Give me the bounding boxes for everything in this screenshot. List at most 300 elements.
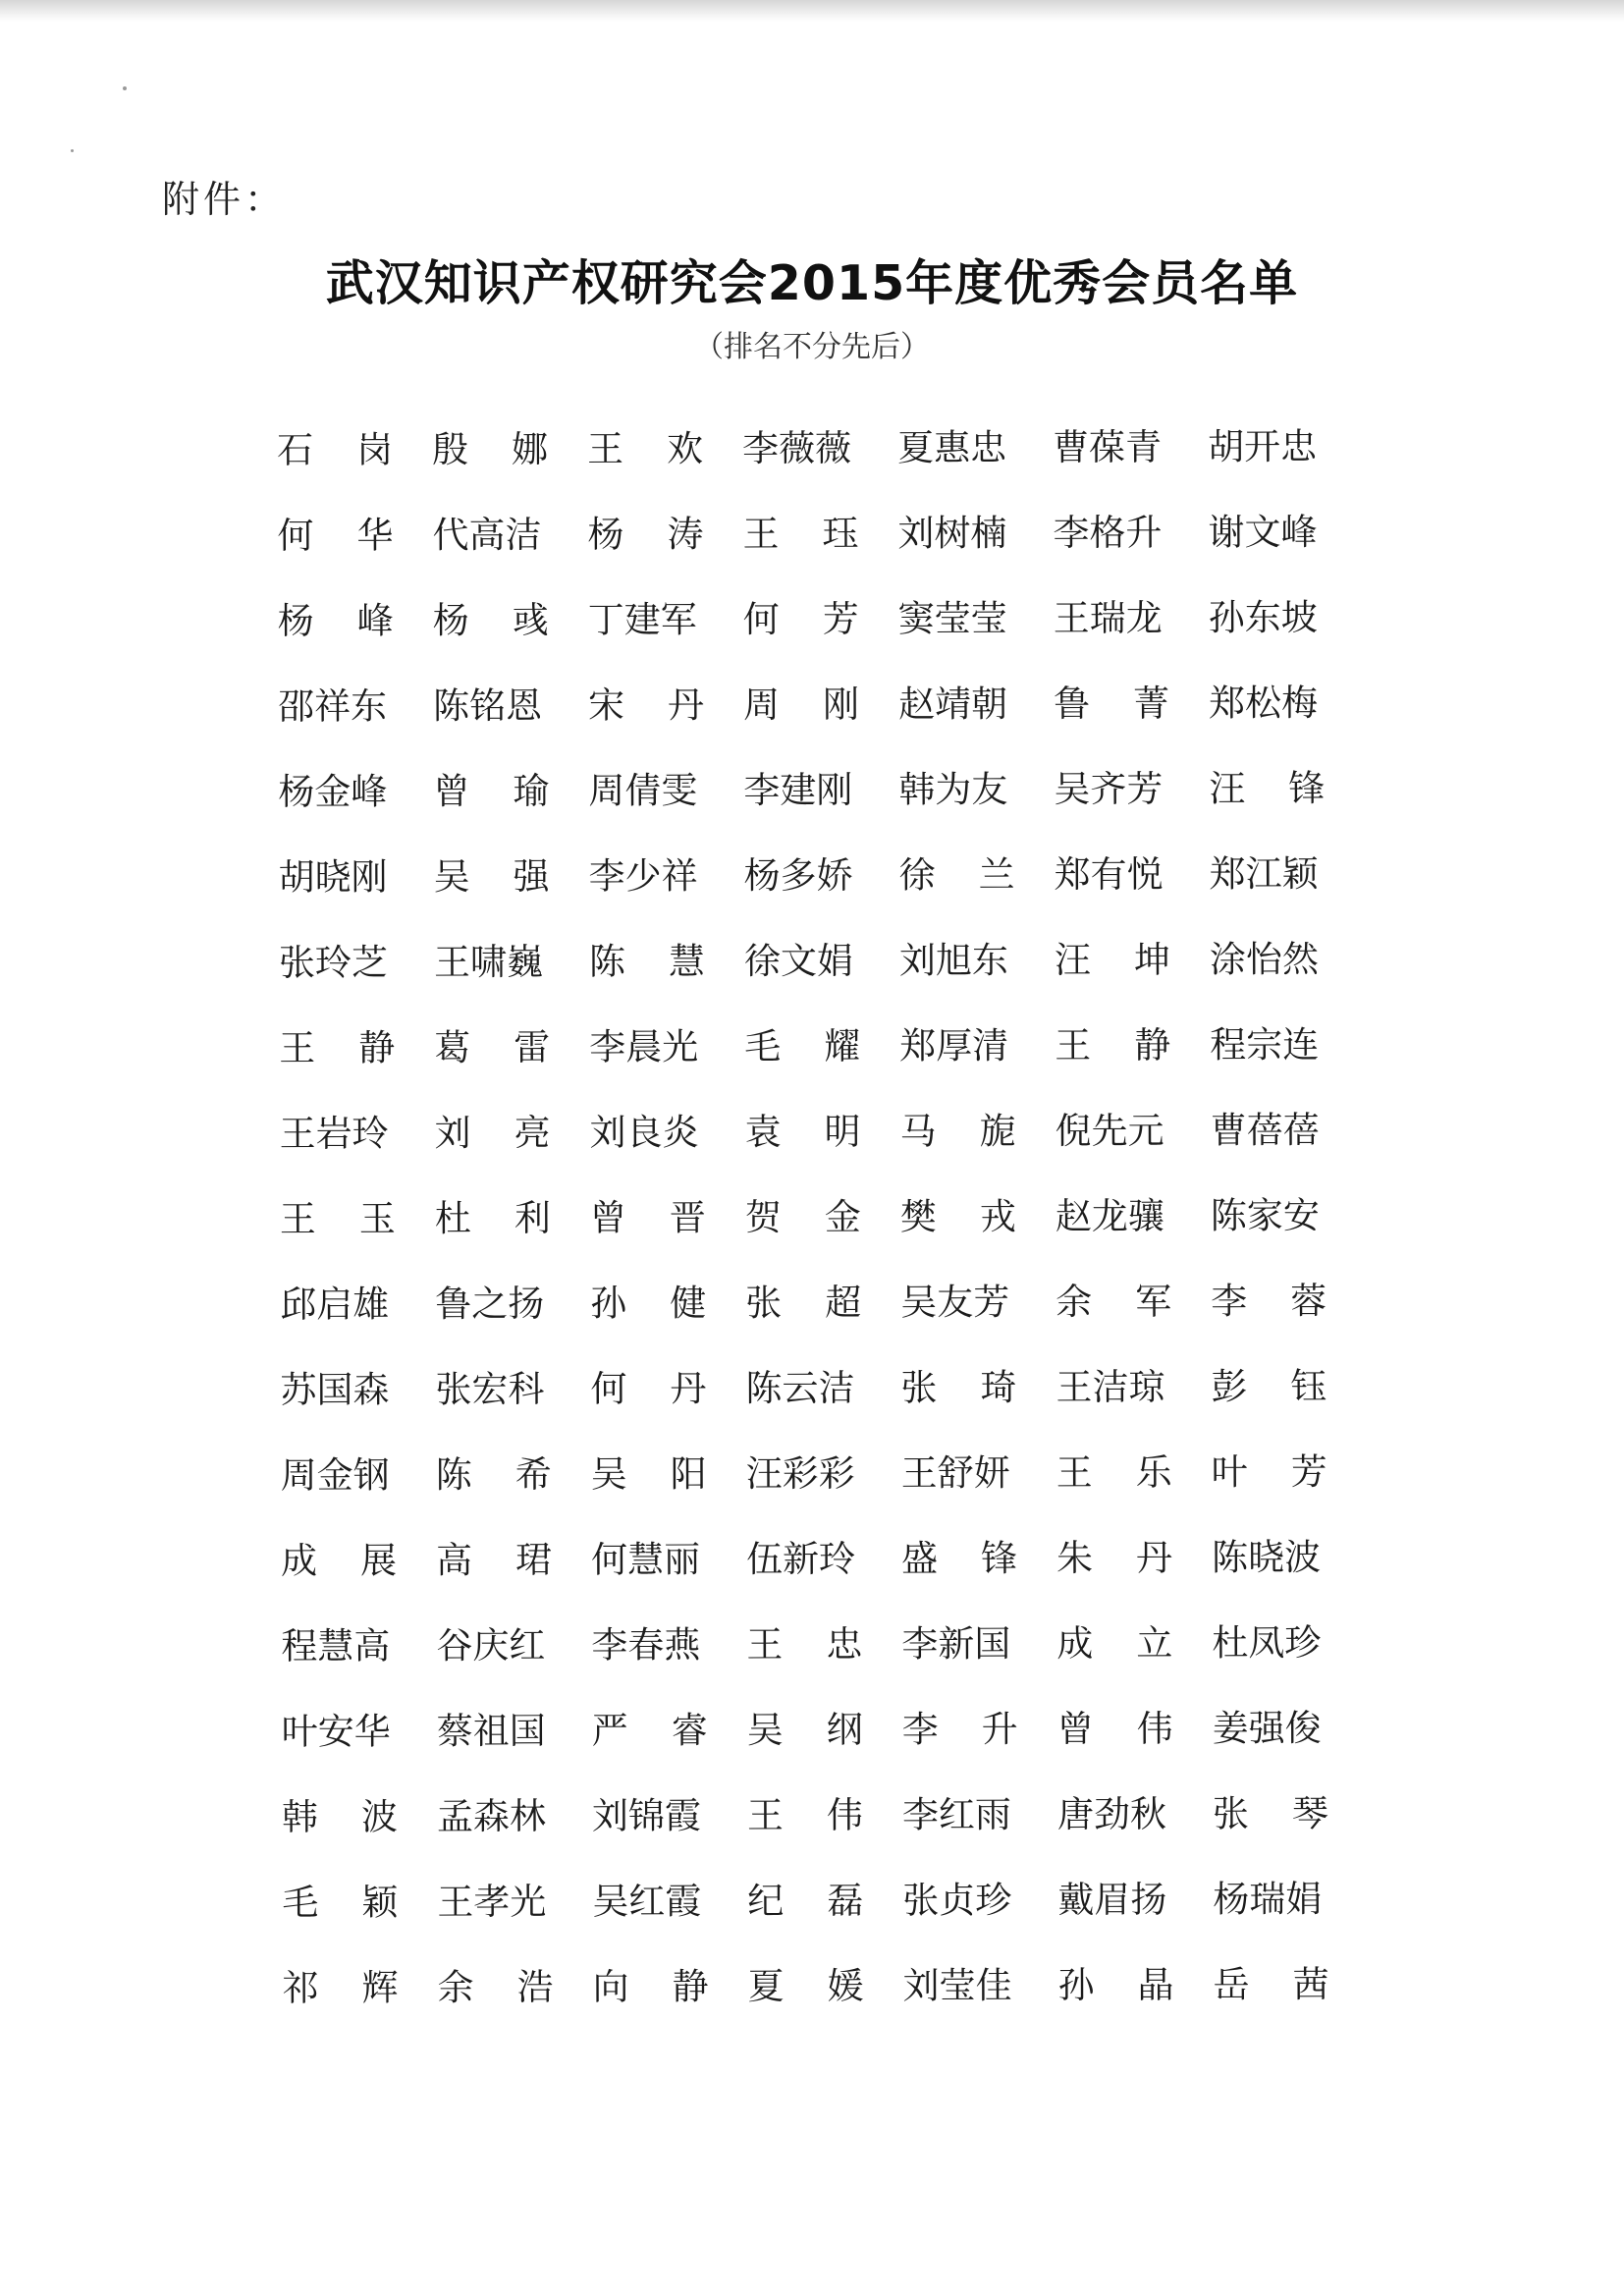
member-name-char: 红: [938, 1793, 976, 1836]
member-name-char: 国: [316, 1368, 353, 1411]
member-name-char: 安: [317, 1710, 354, 1753]
member-name-char: 陈: [588, 940, 626, 983]
member-name: [592, 1782, 708, 1841]
member-name-char: 郑: [899, 1024, 937, 1067]
member-name-char: 贞: [939, 1879, 976, 1922]
member-name-char: 炎: [662, 1111, 699, 1154]
member-name-char: 龙: [1125, 596, 1163, 639]
member-name-char: 纲: [826, 1708, 863, 1752]
member-name-char: 葆: [1089, 425, 1126, 469]
member-name-char: 宗: [1246, 1023, 1283, 1066]
member-name-char: 珺: [514, 1539, 553, 1582]
member-name-char: 清: [972, 1024, 1009, 1067]
member-name-char: 孟: [436, 1795, 474, 1838]
member-name-char: 琴: [1291, 1792, 1329, 1835]
member-name-char: 晓: [1247, 1536, 1285, 1579]
member-name-char: 郑: [1054, 853, 1091, 897]
member-name-char: 孙: [590, 1282, 627, 1325]
member-name: [900, 1354, 1016, 1413]
member-name-char: 孝: [473, 1881, 511, 1924]
member-name: [281, 1528, 397, 1587]
member-name-char: 邱: [280, 1283, 317, 1326]
member-name: [279, 1015, 395, 1074]
member-name: [592, 1868, 708, 1927]
member-name: [746, 1612, 862, 1670]
member-name-char: 徐: [743, 940, 782, 983]
member-name: [278, 588, 394, 647]
member-name-char: 祁: [282, 1966, 319, 2009]
member-name: [433, 758, 549, 817]
member-name-char: 波: [1283, 1536, 1322, 1579]
member-name-char: 芳: [1290, 1450, 1327, 1494]
member-name: [277, 503, 393, 562]
member-name-char: 窦: [897, 597, 935, 640]
member-name-char: 王: [279, 1112, 316, 1155]
member-name-char: 祖: [472, 1710, 510, 1753]
member-name-char: 钰: [1290, 1365, 1327, 1408]
member-name-char: 友: [937, 1281, 974, 1324]
member-name-char: 莹: [970, 597, 1007, 640]
member-name-char: 波: [360, 1795, 399, 1838]
member-name-char: 祥: [313, 684, 352, 728]
member-name: [280, 1272, 396, 1331]
member-name-char: 开: [1244, 425, 1281, 468]
member-name-char: 厚: [936, 1024, 973, 1067]
member-name-char: 殷: [432, 428, 469, 471]
member-name-char: 连: [1282, 1023, 1320, 1066]
member-name-char: 莹: [939, 1964, 976, 2007]
member-name-char: 超: [825, 1281, 862, 1325]
member-name: [901, 1525, 1017, 1584]
member-name-char: 曾: [433, 770, 470, 813]
member-name: [901, 1611, 1017, 1669]
scan-speck: [123, 86, 127, 90]
member-name-char: 青: [1125, 425, 1163, 468]
member-name-char: 杜: [434, 1197, 471, 1240]
member-name-char: 姜: [1212, 1707, 1249, 1750]
member-name-char: 扬: [1130, 1878, 1167, 1921]
member-name-char: 周: [588, 769, 625, 812]
member-name: [899, 1012, 1015, 1071]
member-name-char: 吴: [746, 1709, 784, 1752]
member-name-char: 锋: [1288, 767, 1326, 810]
member-name-char: 旎: [979, 1110, 1016, 1153]
member-name-char: 樊: [899, 1195, 937, 1238]
member-name-char: 马: [899, 1110, 937, 1153]
member-name: [1053, 414, 1168, 473]
member-name: [1208, 413, 1324, 472]
member-name-char: 颖: [361, 1881, 399, 1924]
member-name-char: 刘: [589, 1111, 626, 1154]
member-name-char: 强: [513, 855, 550, 899]
member-name-char: 松: [1244, 682, 1282, 725]
member-name-char: 谷: [436, 1624, 473, 1667]
member-name-char: 文: [780, 940, 818, 983]
member-name: [1210, 926, 1326, 985]
member-name: [591, 1526, 707, 1585]
member-name: [590, 1355, 706, 1414]
member-name-char: 新: [938, 1622, 975, 1666]
member-name-char: 芝: [351, 941, 389, 984]
member-name-char: 霞: [665, 1880, 702, 1923]
member-name: [743, 672, 859, 731]
member-name-char: 国: [509, 1710, 546, 1753]
member-name-char: 杨: [278, 770, 315, 813]
member-name-char: 庆: [472, 1624, 510, 1667]
member-name: [279, 845, 395, 903]
member-name-char: 杜: [1212, 1621, 1249, 1665]
member-name-char: 丹: [1135, 1536, 1173, 1579]
member-name-char: 为: [935, 768, 972, 811]
member-name-char: 涂: [1209, 938, 1247, 981]
member-name-char: 李: [901, 1622, 939, 1666]
member-name-char: 刚: [351, 855, 388, 899]
member-name-char: 忠: [970, 426, 1007, 469]
member-name-char: 阳: [670, 1452, 707, 1496]
member-name-char: 洁: [1092, 1365, 1129, 1409]
member-name-char: 骧: [1127, 1194, 1164, 1237]
member-name: [278, 674, 394, 733]
member-name: [742, 501, 858, 560]
member-name-char: 瑞: [1089, 596, 1126, 640]
member-name-char: 向: [592, 1965, 629, 2008]
member-name: [437, 1698, 553, 1757]
member-name: [1056, 1183, 1171, 1242]
member-name-char: 彭: [1211, 1365, 1248, 1408]
member-name-char: 乐: [1135, 1450, 1172, 1494]
member-name: [1057, 1781, 1173, 1840]
member-name: [902, 1867, 1018, 1926]
member-name-char: 岩: [315, 1112, 352, 1155]
member-name-char: 吴: [590, 1452, 627, 1496]
member-name-char: 菁: [1132, 682, 1170, 725]
member-name: [279, 930, 395, 989]
member-name-char: 彧: [512, 599, 549, 642]
member-name-char: 丁: [587, 598, 624, 641]
member-name: [278, 759, 394, 818]
member-name-char: 升: [981, 1708, 1018, 1751]
member-name-char: 珍: [1284, 1621, 1322, 1665]
member-name: [746, 1441, 862, 1500]
member-name-char: 睿: [671, 1709, 708, 1752]
scan-edge-shadow: [0, 0, 1624, 22]
member-name: [589, 1013, 705, 1072]
member-name-char: 刚: [822, 683, 860, 727]
member-name-char: 希: [514, 1453, 552, 1497]
member-name-char: 王: [279, 1197, 316, 1240]
member-name-char: 春: [627, 1623, 665, 1667]
member-name-char: 刘: [897, 512, 935, 555]
member-name: [435, 1185, 551, 1244]
member-name: [432, 416, 548, 475]
member-name-char: 之: [471, 1283, 509, 1326]
member-name-char: 曹: [1210, 1109, 1247, 1152]
member-name-char: 高: [468, 514, 506, 557]
member-name: [1213, 1951, 1328, 2010]
attachment-label: 附件：: [162, 178, 287, 221]
member-name-char: 汪: [1054, 939, 1092, 982]
member-name-char: 晋: [669, 1196, 706, 1239]
member-name-char: 惠: [934, 426, 971, 469]
member-name-char: 悦: [1126, 852, 1164, 896]
member-name-char: 王: [1053, 597, 1090, 640]
member-name-char: 梅: [1280, 682, 1319, 725]
member-name-char: 洁: [818, 1366, 855, 1410]
member-name: [590, 1270, 706, 1329]
member-name-char: 浩: [516, 1966, 554, 2009]
member-name-char: 吴: [433, 855, 470, 899]
member-name-char: 何: [590, 1538, 628, 1581]
member-name: [1211, 1353, 1326, 1412]
member-name-char: 忠: [826, 1622, 863, 1667]
member-name-char: 曾: [1056, 1708, 1094, 1751]
member-name: [1212, 1439, 1327, 1498]
member-name-char: 邵: [277, 684, 315, 728]
member-name-char: 宋: [587, 683, 625, 727]
member-name: [1054, 671, 1169, 730]
member-name-char: 珍: [975, 1879, 1012, 1922]
member-name: [900, 1183, 1016, 1242]
member-name: [897, 414, 1013, 473]
member-name-char: 丹: [670, 1367, 707, 1410]
member-name-char: 曹: [1053, 426, 1090, 469]
member-name-char: 袁: [744, 1111, 782, 1154]
member-name-char: 吴: [592, 1880, 629, 1923]
member-name-char: 李: [901, 1708, 939, 1751]
member-name-char: 楠: [970, 512, 1007, 555]
member-name: [747, 1953, 863, 2012]
member-name-char: 亮: [514, 1112, 551, 1155]
member-name: [1054, 585, 1169, 644]
member-name: [277, 417, 393, 476]
member-name: [1054, 756, 1169, 815]
member-name: [1211, 1268, 1326, 1327]
member-name-char: 汪: [745, 1452, 783, 1496]
member-name-char: 劲: [1093, 1792, 1131, 1836]
member-name-char: 戎: [979, 1195, 1016, 1238]
member-name: [744, 843, 860, 902]
member-name: [432, 502, 548, 561]
member-name-char: 蔡: [436, 1710, 473, 1753]
member-name: [745, 1184, 861, 1243]
member-name-char: 唐: [1056, 1793, 1095, 1836]
member-name: [280, 1357, 396, 1416]
member-name-char: 铭: [468, 684, 507, 728]
member-name: [589, 843, 705, 902]
member-name-char: 戴: [1057, 1879, 1095, 1922]
member-name-char: 莹: [934, 597, 971, 640]
member-name-char: 王: [746, 1794, 785, 1837]
member-name-char: 扬: [508, 1283, 545, 1326]
member-name: [435, 1356, 551, 1415]
member-name-char: 赵: [1055, 1195, 1092, 1238]
member-name-char: 慧: [626, 1538, 665, 1581]
member-name: [1209, 584, 1325, 643]
member-name-char: 启: [316, 1283, 353, 1326]
member-name-char: 少: [624, 854, 662, 898]
member-name-char: 彩: [818, 1451, 855, 1496]
member-name-char: 成: [1056, 1622, 1094, 1666]
member-name-char: 玲: [818, 1537, 856, 1581]
member-name-char: 王: [433, 941, 471, 984]
member-name-char: 友: [971, 768, 1008, 811]
member-name-char: 何: [742, 598, 780, 641]
member-name: [897, 500, 1013, 559]
member-name-char: 东: [350, 684, 388, 728]
member-name: [744, 1013, 860, 1072]
member-name: [279, 1101, 395, 1160]
member-name-char: 张: [902, 1879, 940, 1922]
member-name-char: 倩: [624, 769, 662, 812]
member-name-char: 胡: [1208, 425, 1245, 468]
member-name-char: 王: [746, 1623, 784, 1667]
member-name-char: 有: [1090, 852, 1127, 897]
member-name-char: 叶: [281, 1710, 318, 1753]
member-name: [591, 1612, 707, 1670]
member-name-char: 叶: [1211, 1450, 1248, 1494]
member-name-char: 展: [359, 1539, 398, 1582]
member-name-char: 张: [745, 1282, 783, 1325]
member-name-char: 伟: [826, 1793, 864, 1837]
member-name-char: 晨: [625, 1025, 663, 1068]
member-name-char: 李: [1211, 1280, 1248, 1323]
member-name: [436, 1527, 552, 1586]
member-name: [588, 757, 704, 816]
member-name-char: 琦: [980, 1366, 1017, 1409]
member-name: [746, 1526, 862, 1585]
member-name-char: 吴: [900, 1281, 938, 1324]
member-name-char: 瑜: [513, 770, 550, 813]
member-name: [1212, 1524, 1327, 1583]
member-name-char: 忠: [1280, 425, 1318, 468]
member-name-char: 蓉: [1290, 1280, 1327, 1323]
member-name: [280, 1186, 396, 1245]
member-name: [1055, 842, 1170, 901]
member-name-char: 林: [509, 1795, 547, 1838]
member-name-char: 王: [279, 1026, 316, 1069]
member-name-char: 巍: [506, 941, 544, 984]
member-name: [1057, 1696, 1173, 1755]
member-name-char: 余: [1056, 1281, 1093, 1324]
member-name-char: 坡: [1280, 596, 1318, 639]
member-name-char: 多: [780, 854, 817, 898]
member-name-char: 刘: [898, 939, 937, 982]
member-name-char: 刘: [591, 1794, 629, 1837]
member-name-char: 先: [1091, 1109, 1128, 1153]
member-name-char: 陈: [1211, 1536, 1249, 1579]
member-name: [899, 842, 1015, 901]
member-name-char: 石: [277, 428, 314, 471]
member-name-char: 李: [589, 1025, 626, 1068]
member-name-char: 郑: [1208, 682, 1246, 725]
member-name-char: 瑞: [1249, 1878, 1286, 1921]
member-name: [1209, 670, 1325, 729]
member-name-char: 靖: [934, 683, 972, 726]
member-name-char: 磊: [827, 1879, 864, 1923]
member-name-char: 辉: [361, 1966, 399, 2009]
member-name-char: 李: [591, 1623, 628, 1667]
member-name-char: 韩: [898, 768, 936, 811]
member-name-char: 国: [974, 1622, 1011, 1666]
member-name-char: 雨: [974, 1793, 1012, 1836]
member-name: [592, 1953, 708, 2012]
member-name-char: 文: [1244, 511, 1281, 554]
member-name-char: 江: [1245, 852, 1282, 896]
page-subtitle: （排名不分先后）: [694, 330, 930, 364]
member-name-char: 夏: [897, 426, 935, 469]
member-name-char: 杨: [743, 854, 781, 898]
member-name-char: 金: [824, 1195, 861, 1239]
member-name: [434, 844, 550, 902]
member-name-char: 霞: [664, 1794, 702, 1837]
member-name-char: 王: [437, 1881, 474, 1924]
member-name-char: 俊: [1284, 1707, 1322, 1750]
member-name-char: 芳: [822, 597, 859, 641]
member-name-char: 科: [508, 1368, 545, 1411]
member-name-char: 宏: [471, 1368, 509, 1411]
member-name-char: 健: [670, 1282, 707, 1325]
member-name-char: 刚: [816, 768, 853, 812]
member-name-char: 周: [742, 683, 781, 727]
member-name-char: 郑: [1209, 852, 1246, 896]
member-name-char: 格: [1089, 511, 1126, 555]
member-name: [902, 1781, 1018, 1840]
member-name-char: 胡: [278, 855, 315, 899]
member-name-char: 妍: [973, 1451, 1010, 1495]
member-name-char: 陈: [432, 684, 470, 728]
member-name-char: 良: [625, 1111, 663, 1154]
member-name-char: 静: [358, 1026, 396, 1069]
member-name-char: 娟: [1285, 1878, 1323, 1921]
member-name-char: 坤: [1133, 938, 1171, 981]
member-name-char: 金: [314, 770, 352, 813]
member-name: [437, 1783, 553, 1842]
member-name-char: 王: [587, 427, 624, 470]
member-name-char: 凤: [1248, 1621, 1285, 1665]
member-name-char: 欢: [667, 427, 704, 470]
member-name-char: 丽: [663, 1538, 701, 1581]
member-name-char: 岳: [1213, 1963, 1250, 2006]
member-name-char: 李: [742, 427, 780, 470]
member-name-char: 王: [1055, 1024, 1092, 1067]
member-name-char: 红: [509, 1624, 546, 1667]
member-name-char: 森: [472, 1795, 511, 1838]
member-name-char: 峰: [1280, 511, 1318, 554]
member-name-char: 张: [435, 1368, 472, 1411]
member-name-char: 媛: [827, 1964, 864, 2008]
member-name: [1213, 1866, 1328, 1925]
member-name-char: 雷: [514, 1026, 551, 1069]
member-name-char: 苏: [280, 1368, 317, 1411]
member-name: [1055, 927, 1170, 986]
member-name: [898, 585, 1014, 644]
member-name-char: 建: [623, 598, 661, 641]
member-name-char: 齐: [1090, 767, 1127, 811]
member-name: [588, 586, 704, 645]
member-name-char: 曾: [589, 1196, 626, 1239]
member-name-char: 李: [1053, 512, 1090, 555]
member-name-char: 程: [281, 1624, 318, 1667]
member-name-char: 峰: [356, 599, 394, 642]
member-name-char: 毛: [282, 1881, 319, 1924]
member-name: [742, 415, 858, 474]
member-name-char: 芳: [1126, 767, 1164, 810]
scan-speck: [71, 149, 74, 152]
member-name-char: 祥: [661, 854, 698, 898]
member-name-char: 伟: [1136, 1707, 1173, 1750]
member-name-char: 汪: [1209, 767, 1246, 810]
member-name: [901, 1440, 1017, 1499]
